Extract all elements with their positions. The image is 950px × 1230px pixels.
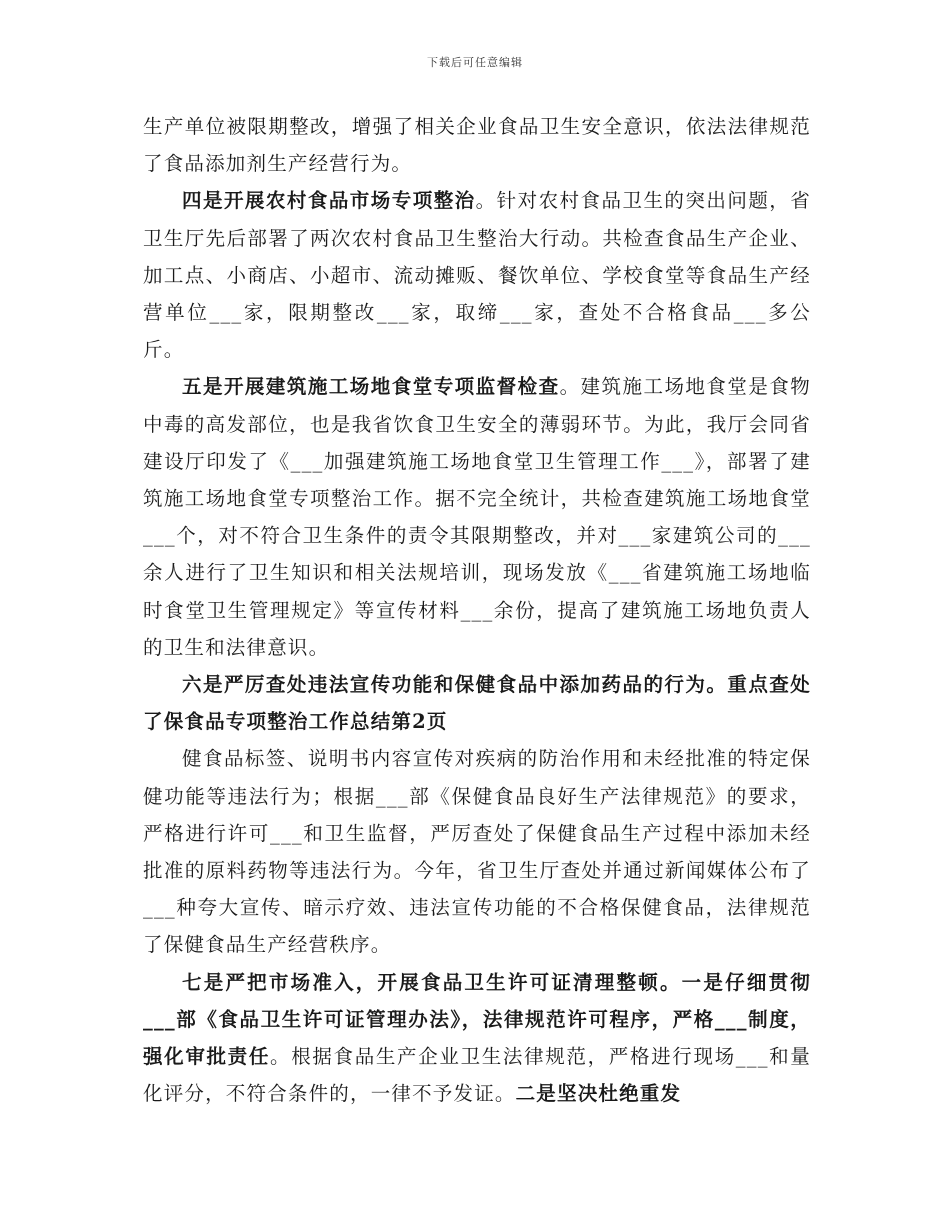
- paragraph: [143, 964, 811, 1113]
- paragraph: [143, 740, 811, 963]
- paragraph: [143, 666, 811, 740]
- paragraph-text: 。针对农村食品卫生的突出问题，省卫生厅先后部署了两次农村食品卫生整治大行动。共检查食品生产企业、加工点、小商店、小超市、流动摊贩、餐饮单位、学校食堂等食品生产经营单位___家，限期整改___家，取缔___家，查处不合格食品___多公斤。: [143, 189, 811, 362]
- paragraph-text: 。根据食品生产企业卫生法律规范，严格进行现场___和量化评分，不符合条件的，一律不予发证。: [143, 1045, 811, 1106]
- page-header: 下载后可任意编辑: [427, 56, 523, 69]
- paragraph-text: 生产单位被限期整改，增强了相关企业食品卫生安全意识，依法法律规范了食品添加剂生产经营行为。: [143, 115, 811, 176]
- paragraph-text: 。建筑施工场地食堂是食物中毒的高发部位，也是我省饮食卫生安全的薄弱环节。为此，我厅会同省建设厅印发了《___加强建筑施工场地食堂卫生管理工作___》，部署了建筑施工场地食堂专项整治工作。据不完全统计，共检查建筑施工场地食堂___个，对不符合卫生条件的责令其限期整改，并对___家建筑公司的___余人进行了卫生知识和相关法规培训，现场发放《___省建筑施工场地临时食堂卫生管理规定》等宣传材料___余份，提高了建筑施工场地负责人的卫生和法律意识。: [143, 375, 811, 659]
- paragraph: [143, 368, 811, 666]
- paragraph: [143, 182, 811, 368]
- paragraph-heading: 四是开展农村食品市场专项整治: [182, 189, 476, 213]
- paragraph-text: 健食品标签、说明书内容宣传对疾病的防治作用和未经批准的特定保健功能等违法行为；根据___部《保健食品良好生产法律规范》的要求，严格进行许可___和卫生监督，严厉查处了保健食品生产过程中添加未经批准的原料药物等违法行为。今年，省卫生厅查处并通过新闻媒体公布了___种夸大宣传、暗示疗效、违法宣传功能的不合格保健食品，法律规范了保健食品生产经营秩序。: [143, 747, 811, 957]
- paragraph: [143, 108, 811, 182]
- paragraph-heading-tail: 二是坚决杜绝重发: [515, 1082, 682, 1106]
- document-body: [143, 108, 811, 1112]
- paragraph-heading: 五是开展建筑施工场地食堂专项监督检查: [182, 375, 560, 399]
- paragraph-heading: 六是严厉查处违法宣传功能和保健食品中添加药品的行为。重点查处了保食品专项整治工作总结第2页: [143, 673, 811, 734]
- paragraph-heading: 七是严把市场准入，开展食品卫生许可证清理整顿。一是仔细贯彻___部《食品卫生许可证管理办法》，法律规范许可程序，严格___制度，强化审批责任: [143, 970, 811, 1069]
